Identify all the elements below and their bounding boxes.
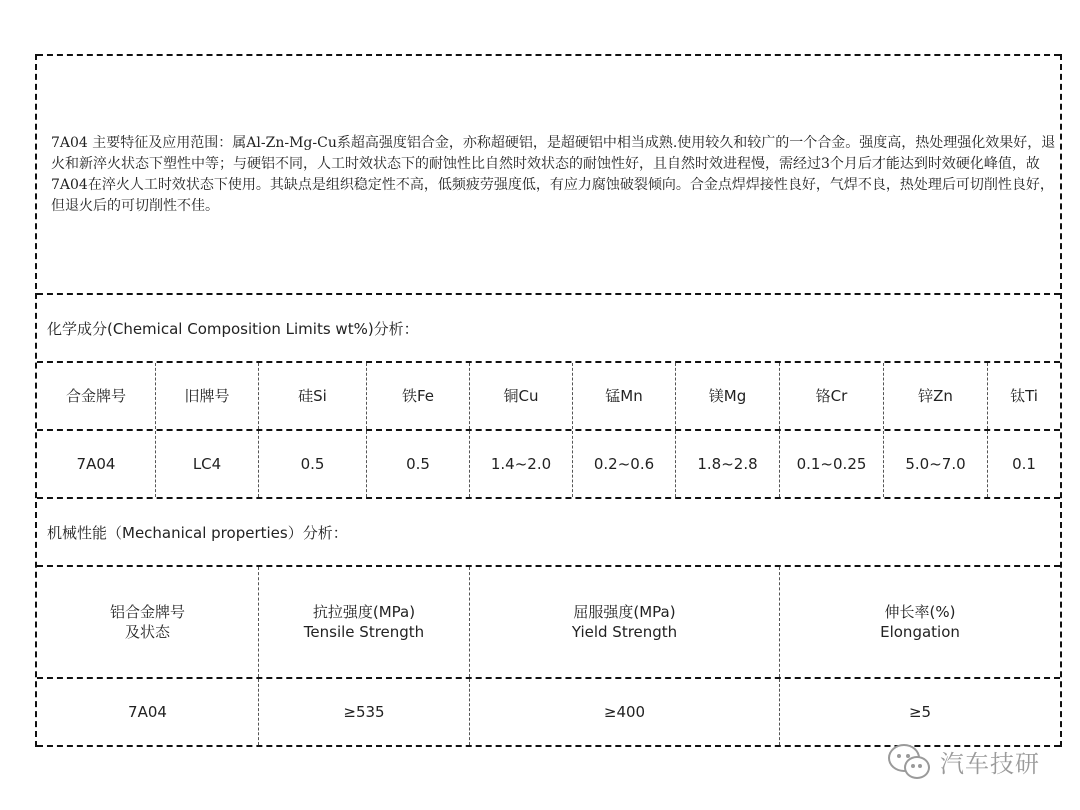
- chem-value-cell: 0.1: [1012, 455, 1036, 473]
- mech-header-line2: Yield Strength: [571, 623, 678, 641]
- mech-header-line2: 及状态: [124, 623, 170, 641]
- mech-header-cell: [259, 567, 470, 677]
- chem-header-cell: 铬Cr: [780, 363, 884, 429]
- chem-value-cell: 0.5: [259, 431, 367, 497]
- chem-header-cell: 锌Zn: [884, 363, 988, 429]
- chem-header-cell: 旧牌号: [156, 363, 259, 429]
- mech-header-line1: 屈服强度(MPa): [573, 603, 676, 621]
- mech-value-cell: ≥400: [470, 679, 780, 745]
- mech-header-cell: [470, 567, 780, 677]
- watermark-text: 汽车技研: [940, 749, 1040, 778]
- mech-header-line2: Elongation: [880, 623, 960, 641]
- mech-header-line1: 伸长率(%): [884, 603, 956, 621]
- mech-value-cell: ≥535: [259, 679, 470, 745]
- chem-header-cell: 铜Cu: [470, 363, 573, 429]
- mech-header-cell: [780, 567, 1060, 677]
- mechanical-header-row: [37, 567, 1060, 679]
- chem-value-cell: 0.1~0.25: [780, 431, 884, 497]
- chem-header-cell: 镁Mg: [676, 363, 780, 429]
- chem-value-cell: 5.0~7.0: [884, 431, 988, 497]
- mech-header-line2: Tensile Strength: [303, 623, 425, 641]
- chem-header-cell: 合金牌号: [37, 363, 156, 429]
- wechat-icon: [888, 742, 932, 780]
- mech-header-cell: [37, 567, 259, 677]
- chemical-header-row: [37, 363, 1060, 431]
- chemical-value-row: [37, 431, 1060, 499]
- spec-sheet: [35, 54, 1062, 747]
- mechanical-value-row: [37, 679, 1060, 747]
- mech-value-cell: 7A04: [37, 679, 259, 745]
- chem-value-cell: 7A04: [37, 431, 156, 497]
- mech-value-cell: ≥5: [908, 703, 932, 721]
- chem-value-cell: 0.2~0.6: [573, 431, 676, 497]
- chem-value-cell: 0.5: [367, 431, 470, 497]
- mech-header-line1: 铝合金牌号: [109, 603, 185, 621]
- chem-header-cell: 钛Ti: [1010, 387, 1038, 405]
- chem-value-cell: 1.4~2.0: [470, 431, 573, 497]
- intro-section: [37, 54, 1060, 295]
- chem-value-cell: LC4: [156, 431, 259, 497]
- chem-value-cell: 1.8~2.8: [676, 431, 780, 497]
- mech-header-line1: 抗拉强度(MPa): [312, 603, 416, 621]
- mechanical-section-title: [37, 499, 1060, 567]
- mechanical-title: 机械性能（Mechanical properties）分析：: [47, 523, 348, 542]
- intro-text: 7A04 主要特征及应用范围：属Al-Zn-Mg-Cu系超高强度铝合金，亦称超硬铝，是超硬铝中相当成熟.使用较久和较广的一个合金。强度高，热处理强化效果好，退火和新淬火状态下塑性中等；与硬铝不同，人工时效状态下的耐蚀性比自然时效状态的耐蚀性好，且自然时效进程慢，需经过3个月后才能达到时效硬化峰值，故7A04在淬火人工时效状态下使用。其缺点是组织稳定性不高，低频疲劳强度低，有应力腐蚀破裂倾向。合金点焊焊接性良好，气焊不良，热处理后可切削性良好，但退火后的可切削性不佳。: [51, 134, 1056, 214]
- chem-header-cell: 硅Si: [259, 363, 367, 429]
- watermark: [888, 742, 1040, 780]
- chemical-section-title: [37, 295, 1060, 363]
- chem-header-cell: 铁Fe: [367, 363, 470, 429]
- chemical-title: 化学成分(Chemical Composition Limits wt%)分析：: [47, 319, 419, 338]
- chem-header-cell: 锰Mn: [573, 363, 676, 429]
